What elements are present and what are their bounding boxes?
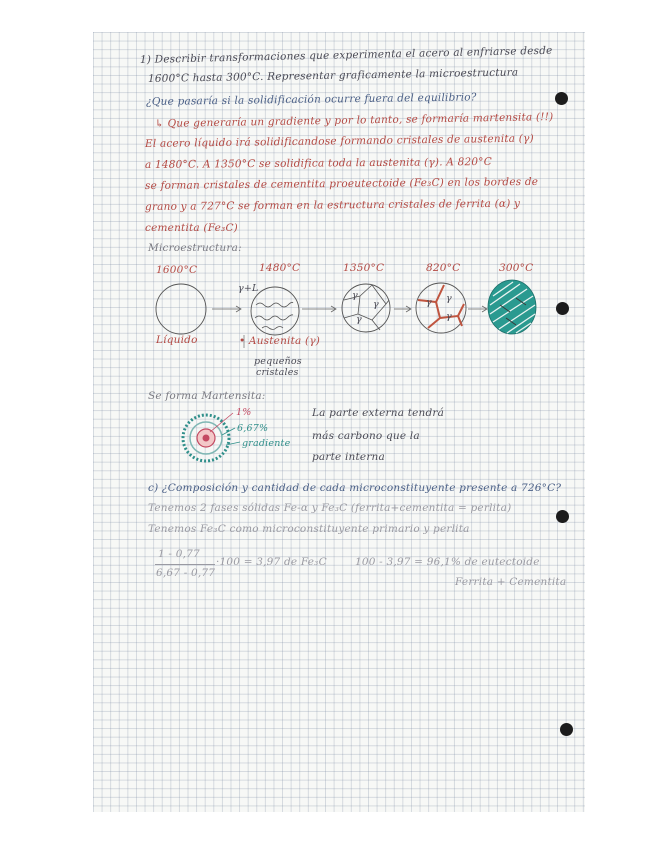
martensite-heading: Se forma Martensita: (148, 390, 266, 402)
paragraph-line: se forman cristales de cementita proeutectoide (Fe₃C) en los bordes de (144, 175, 539, 192)
fraction-result: ·100 = 3,97 de Fe₃C (216, 556, 327, 568)
label-gamma-liquid: γ+L (238, 283, 259, 294)
label-austenite: • Austenita (γ) (239, 335, 321, 347)
paragraph-line: cementita (Fe₃C) (145, 222, 238, 234)
temp-label: 820°C (426, 262, 461, 274)
paragraph-line: El acero líquido irá solidificandose formando cristales de austenita (γ) (144, 132, 534, 150)
answer-line: Tenemos Fe₃C como microconstituyente primario y perlita (148, 523, 470, 535)
question-non-equilibrium: ¿Que pasaría si la solidificación ocurre fuera del equilibrio? (145, 91, 477, 108)
temp-label: 1600°C (156, 264, 198, 276)
label-liquid: Líquido (156, 334, 198, 346)
binder-hole (555, 92, 568, 105)
gradient-label-3: gradiente (242, 438, 291, 449)
temp-label: 1480°C (259, 262, 301, 274)
grain-gamma-label: γ (352, 290, 358, 301)
label-small-crystals: cristales (256, 367, 299, 378)
gradient-label-2: 6,67% (237, 423, 269, 434)
grain-gamma-label: γ (446, 293, 452, 304)
paragraph-line: a 1480°C. A 1350°C se solidifica toda la austenita (γ). A 820°C (144, 155, 492, 171)
binder-hole (560, 723, 573, 736)
paragraph-line: grano y a 727°C se forman en la estructura cristales de ferrita (α) y (144, 197, 521, 213)
martensite-note: más carbono que la (312, 430, 420, 442)
grain-gamma-label: γ (356, 314, 362, 325)
eutectoid-result: 100 - 3,97 = 96,1% de eutectoide (355, 556, 540, 568)
grain-gamma-label: γ (446, 311, 452, 322)
temp-label: 1350°C (343, 262, 385, 274)
question-c: c) ¿Composición y cantidad de cada microconstituyente presente a 726°C? (148, 482, 562, 494)
martensite-note: parte interna (312, 451, 385, 463)
fraction-bar (155, 564, 215, 565)
question-title-line2: 1600°C hasta 300°C. Representar graficamente la microestructura (147, 66, 519, 85)
label-small-crystals: pequeños (254, 356, 302, 367)
binder-hole (556, 302, 569, 315)
answer-martensite: ↳ Que generaría un gradiente y por lo tanto, se formaría martensita (!!) (154, 111, 554, 130)
answer-line: Tenemos 2 fases sólidas Fe-α y Fe₃C (ferrita+cementita = perlita) (148, 502, 512, 514)
gradient-label-1: 1% (236, 407, 252, 418)
question-title-line1: 1) Describir transformaciones que experimenta el acero al enfriarse desde (139, 44, 553, 66)
microstructure-heading: Microestructura: (148, 242, 242, 254)
fraction-numerator: 1 - 0,77 (158, 548, 200, 560)
fraction-denominator: 6,67 - 0,77 (156, 567, 216, 579)
martensite-note: La parte externa tendrá (312, 407, 445, 419)
eutectoid-composition: Ferrita + Cementita (455, 576, 567, 588)
grain-gamma-label: γ (373, 299, 379, 310)
grain-gamma-label: γ (426, 297, 432, 308)
binder-hole (556, 510, 569, 523)
temp-label: 300°C (499, 262, 534, 274)
